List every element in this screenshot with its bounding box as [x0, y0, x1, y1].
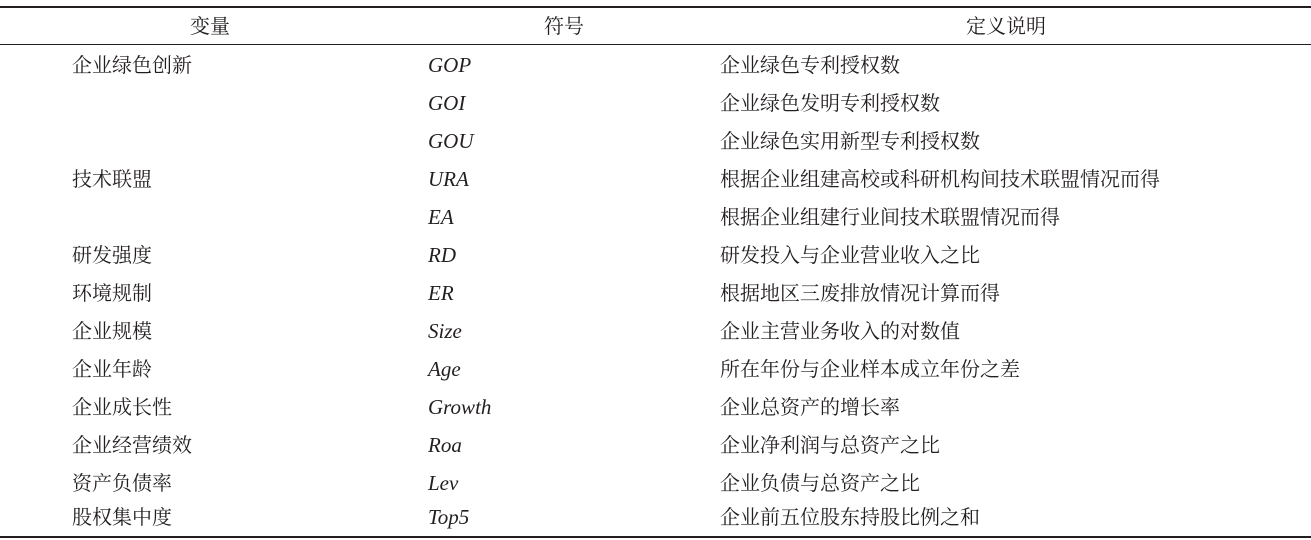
cell-variable: 研发强度 [72, 243, 152, 267]
cell-variable: 企业成长性 [72, 395, 172, 419]
cell-definition: 企业总资产的增长率 [720, 395, 900, 419]
table-row [0, 198, 1311, 236]
cell-variable: 股权集中度 [72, 505, 172, 529]
cell-symbol: URA [428, 167, 469, 191]
cell-definition: 企业绿色实用新型专利授权数 [720, 129, 980, 153]
cell-symbol: Age [428, 357, 461, 381]
cell-symbol: GOP [428, 53, 472, 77]
cell-definition: 企业净利润与总资产之比 [720, 433, 940, 457]
cell-symbol: Roa [428, 433, 462, 457]
table-top-rule [0, 6, 1311, 8]
cell-definition: 根据企业组建高校或科研机构间技术联盟情况而得 [720, 167, 1160, 191]
table-row [0, 498, 1311, 536]
cell-variable: 企业绿色创新 [72, 53, 192, 77]
table-row [0, 46, 1311, 84]
table-bottom-rule [0, 536, 1311, 538]
cell-definition: 企业绿色专利授权数 [720, 53, 900, 77]
cell-definition: 企业绿色发明专利授权数 [720, 91, 940, 115]
cell-symbol: GOI [428, 91, 466, 115]
header-definition: 定义说明 [966, 14, 1046, 38]
table-row [0, 350, 1311, 388]
table-row [0, 236, 1311, 274]
header-symbol: 符号 [544, 14, 584, 38]
cell-symbol: EA [428, 205, 454, 229]
cell-variable: 技术联盟 [72, 167, 152, 191]
cell-symbol: Lev [428, 471, 459, 495]
cell-symbol: Size [428, 319, 462, 343]
table-row [0, 84, 1311, 122]
cell-definition: 根据企业组建行业间技术联盟情况而得 [720, 205, 1060, 229]
cell-variable: 环境规制 [72, 281, 152, 305]
cell-symbol: Growth [428, 395, 492, 419]
cell-symbol: RD [428, 243, 456, 267]
cell-variable: 企业经营绩效 [72, 433, 192, 457]
table-row [0, 426, 1311, 464]
table-row [0, 122, 1311, 160]
cell-variable: 企业年龄 [72, 357, 152, 381]
cell-variable: 企业规模 [72, 319, 152, 343]
cell-definition: 所在年份与企业样本成立年份之差 [720, 357, 1020, 381]
cell-definition: 根据地区三废排放情况计算而得 [720, 281, 1000, 305]
cell-definition: 企业前五位股东持股比例之和 [720, 505, 980, 529]
cell-definition: 研发投入与企业营业收入之比 [720, 243, 980, 267]
table-header-rule [0, 44, 1311, 45]
table-row [0, 388, 1311, 426]
cell-symbol: ER [428, 281, 454, 305]
table-row [0, 312, 1311, 350]
table-row [0, 274, 1311, 312]
cell-definition: 企业负债与总资产之比 [720, 471, 920, 495]
table-row [0, 160, 1311, 198]
cell-definition: 企业主营业务收入的对数值 [720, 319, 960, 343]
table-row [0, 464, 1311, 502]
cell-symbol: GOU [428, 129, 474, 153]
cell-variable: 资产负债率 [72, 471, 172, 495]
cell-symbol: Top5 [428, 505, 470, 529]
header-variable: 变量 [190, 14, 230, 38]
